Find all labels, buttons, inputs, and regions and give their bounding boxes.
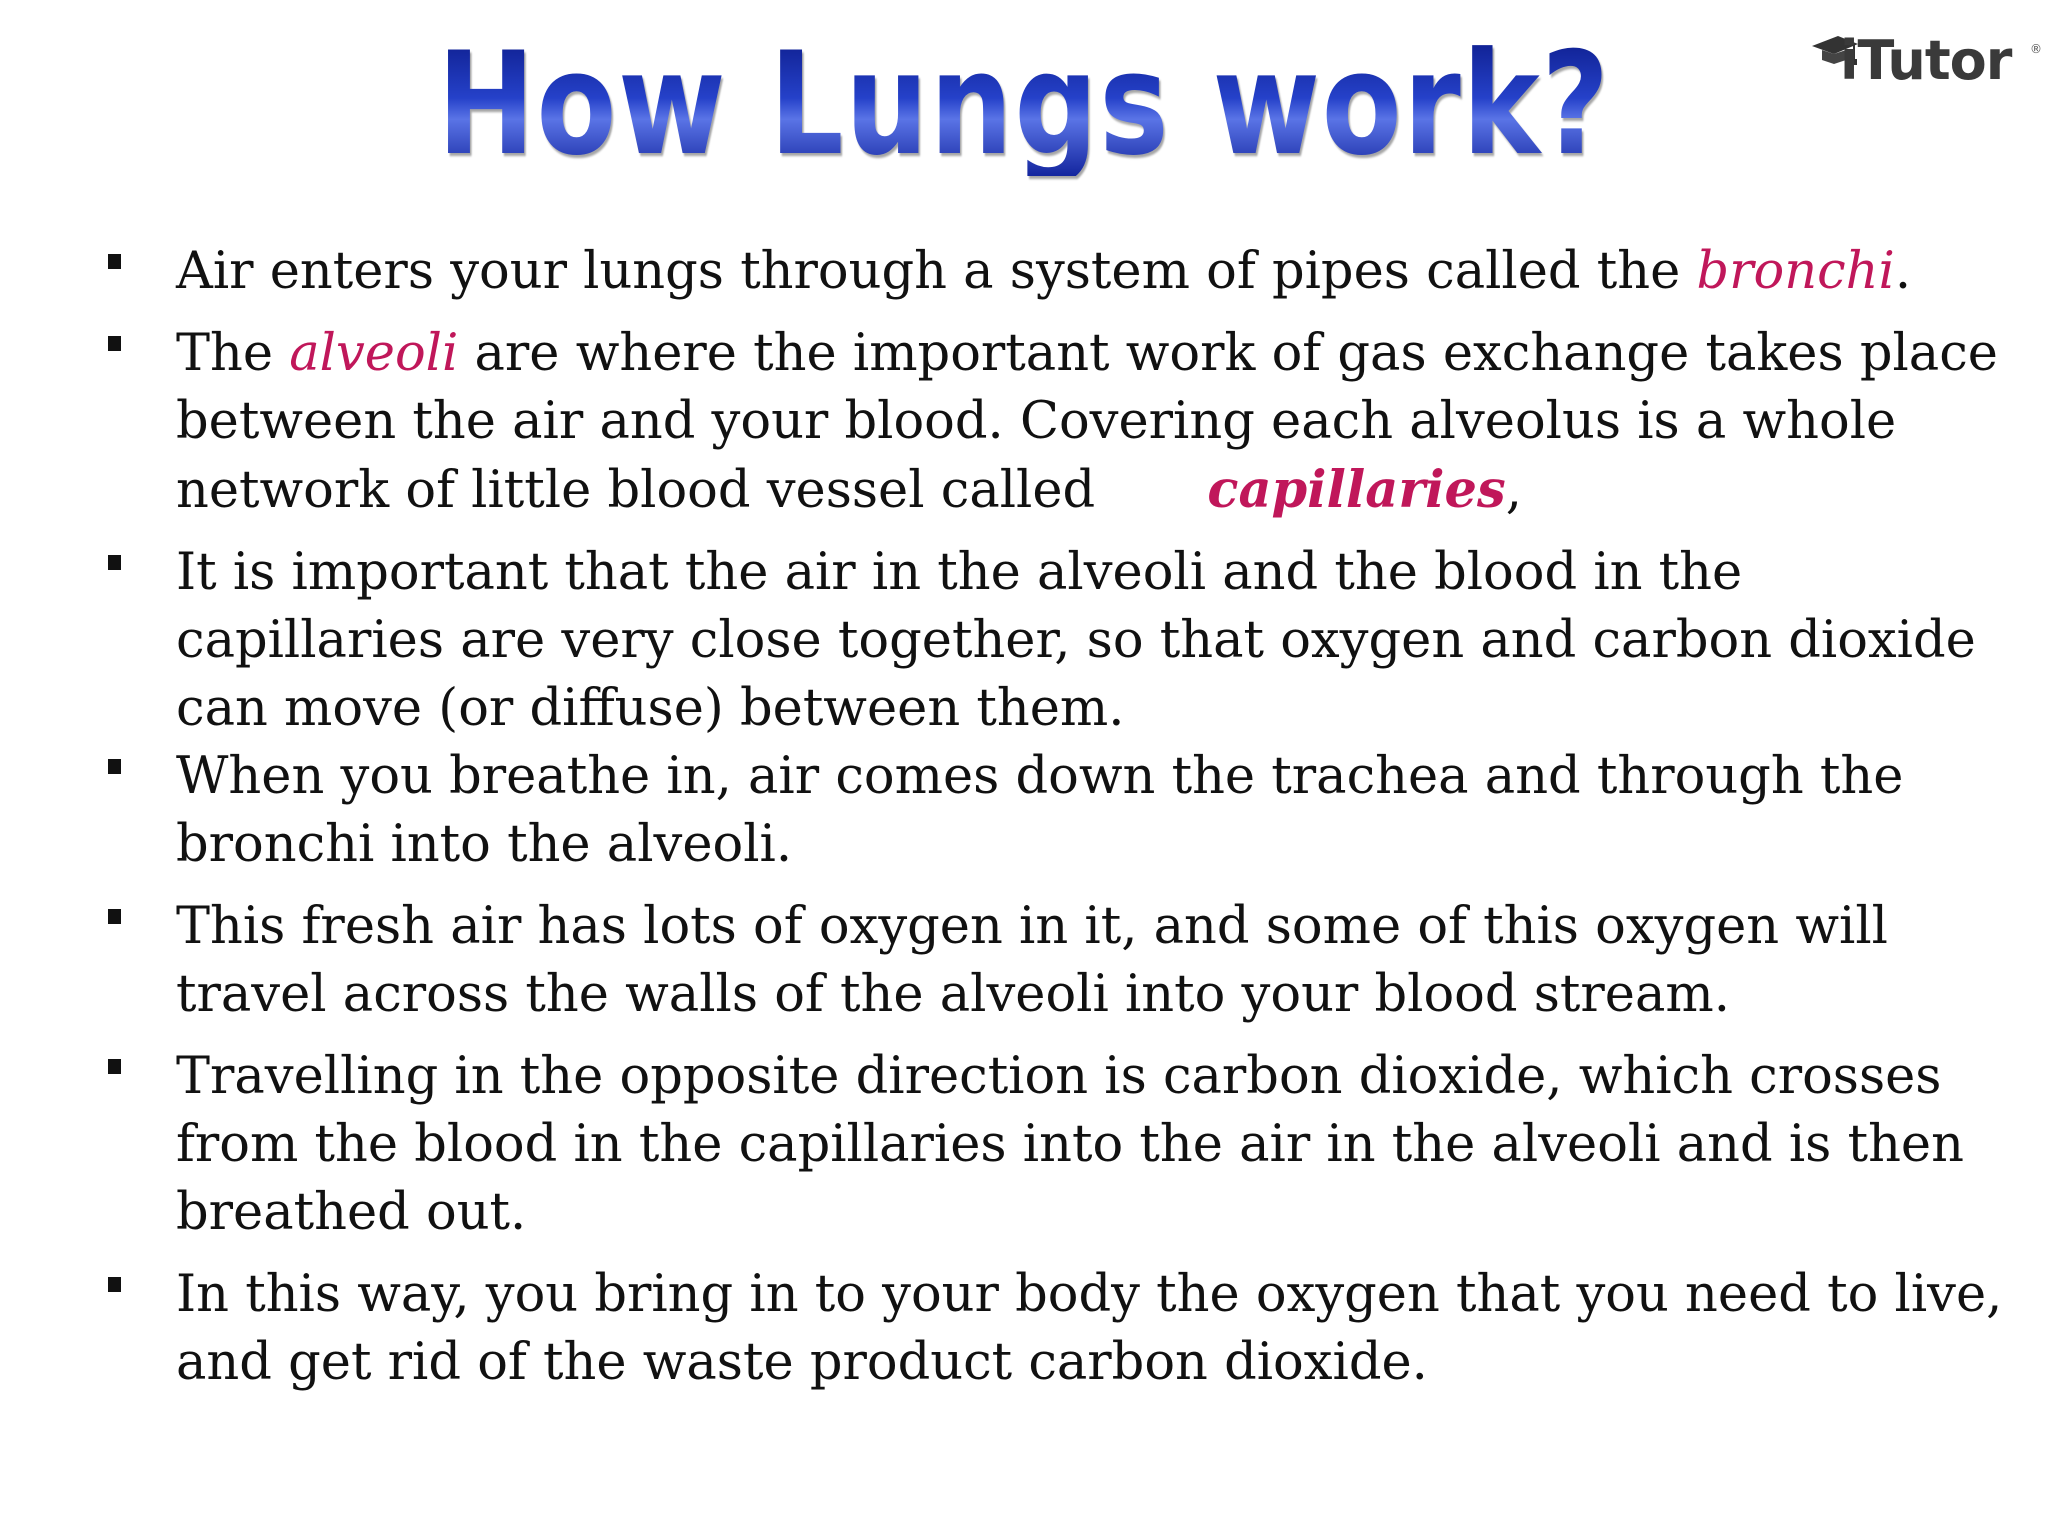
bullet-text: It is important that the air in the alveoli and the blood in the capillaries are very close together, so that oxygen and carbon dioxide can move (or diffuse) between them.: [176, 543, 1976, 738]
bullet-text: Travelling in the opposite direction is carbon dioxide, which crosses from the blood in the capillaries into the air in the alveoli and is then breathed out.: [176, 1047, 1964, 1242]
page-title: How Lungs work?: [184, 34, 1863, 176]
bullet-square-icon: [108, 1059, 121, 1074]
bullet-square-icon: [108, 555, 121, 570]
bullet-square-icon: [108, 1277, 121, 1292]
bullet-square-icon: [108, 909, 121, 924]
bullet-square-icon: [108, 254, 121, 269]
bullet-item-5: [98, 893, 2018, 1029]
bullet-text-middle: are where the important work of gas exchange takes place between the air and your blood. Covering each alveolus is a whole network of little blood vessel called: [176, 324, 1998, 520]
bullet-text-end: ,: [1505, 461, 1522, 520]
bullet-text: This fresh air has lots of oxygen in it, and some of this oxygen will travel across the walls of the alveoli into your blood stream.: [176, 897, 1888, 1024]
bullet-item-7: [98, 1261, 2018, 1397]
bullet-item-1: [98, 238, 2018, 306]
bullet-text: Air enters your lungs through a system of pipes called the: [176, 242, 1697, 301]
term-bronchi: bronchi: [1696, 242, 1895, 301]
bullet-text: When you breathe in, air comes down the trachea and through the bronchi into the alveoli.: [176, 747, 1904, 874]
bullet-item-4: [98, 743, 2018, 879]
term-capillaries: capillaries: [1207, 460, 1506, 520]
bullet-item-2: [98, 320, 2018, 525]
bullet-item-6: [98, 1043, 2018, 1247]
term-alveoli: alveoli: [289, 324, 459, 383]
logo-text: iTutor: [1840, 29, 2012, 92]
bullet-list: [98, 238, 2018, 1411]
bullet-text: The: [176, 324, 290, 383]
itutor-logo: [1808, 30, 2048, 110]
bullet-item-3: [98, 539, 2018, 743]
bullet-square-icon: [108, 336, 121, 351]
bullet-text: In this way, you bring in to your body the oxygen that you need to live, and get rid of the waste product carbon dioxide.: [176, 1265, 2003, 1392]
bullet-text-end: .: [1894, 242, 1912, 301]
bullet-square-icon: [108, 759, 121, 774]
registered-mark: ®: [2030, 42, 2042, 56]
